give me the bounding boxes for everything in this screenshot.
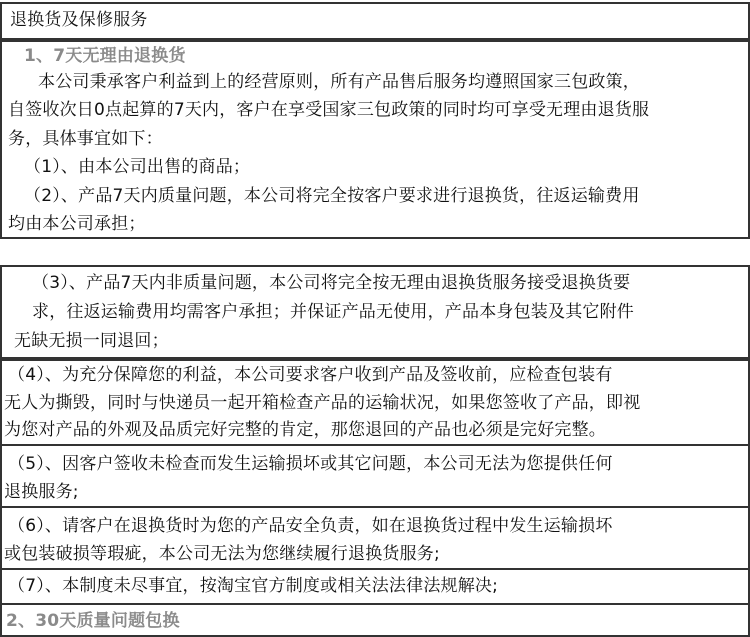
item-6-line-2: 或包装破损等瑕疵，本公司无法为您继续履行退换货服务; xyxy=(4,544,440,564)
item-7: （7）、本制度未尽事宜，按淘宝官方制度或相关法法律法规解决; xyxy=(8,576,499,596)
policy-box-item3 xyxy=(0,265,750,359)
item-3-line-2: 求，往返运输费用均需客户承担；并保证产品无使用，产品本身包装及其它附件 xyxy=(32,302,634,322)
policy-box-top xyxy=(0,2,750,239)
intro-line-2: 自签收次日0点起算的7天内，客户在享受国家三包政策的同时均可享受无理由退货服 xyxy=(8,100,650,120)
policy-row-item5 xyxy=(0,444,750,506)
item-2-line-1: （2）、产品7天内质量问题，本公司将完全按客户要求进行退换货，往返运输费用 xyxy=(24,186,640,206)
item-6-line-1: （6）、请客户在退换货时为您的产品安全负责，如在退换货过程中发生运输损坏 xyxy=(8,516,613,536)
section2-heading: 2、30天质量问题包换 xyxy=(6,611,180,631)
page-title: 退换货及保修服务 xyxy=(10,10,148,30)
item-3-line-1: （3）、产品7天内非质量问题，本公司将完全按无理由退换货服务接受退换货要 xyxy=(32,273,631,293)
intro-line-3: 务，具体事宜如下： xyxy=(8,129,163,149)
section1-heading: 1、7天无理由退换货 xyxy=(24,46,186,66)
title-divider xyxy=(2,38,748,42)
item-4-line-2: 无人为撕毁，同时与快递员一起开箱检查产品的运输状况，如果您签收了产品，即视 xyxy=(4,393,641,413)
item-5-line-2: 退换服务; xyxy=(4,482,79,502)
item-3-line-3: 无缺无损一同退回； xyxy=(14,331,169,351)
policy-row-item7 xyxy=(0,568,750,603)
intro-line-1: 本公司秉承客户利益到上的经营原则，所有产品售后服务均遵照国家三包政策， xyxy=(38,72,640,92)
item-5-line-1: （5）、因客户签收未检查而发生运输损坏或其它问题，本公司无法为您提供任何 xyxy=(8,454,613,474)
item-1: （1）、由本公司出售的商品； xyxy=(24,157,251,177)
item-2-line-2: 均由本公司承担； xyxy=(8,214,146,234)
policy-row-heading2 xyxy=(0,603,750,637)
policy-row-item4 xyxy=(0,359,750,444)
item-4-line-3: 为您对产品的外观及品质完好完整的肯定，那您退回的产品也必须是完好完整。 xyxy=(4,420,606,440)
item-4-line-1: （4）、为充分保障您的利益，本公司要求客户收到产品及签收前，应检查包装有 xyxy=(8,365,613,385)
policy-row-item6 xyxy=(0,506,750,568)
